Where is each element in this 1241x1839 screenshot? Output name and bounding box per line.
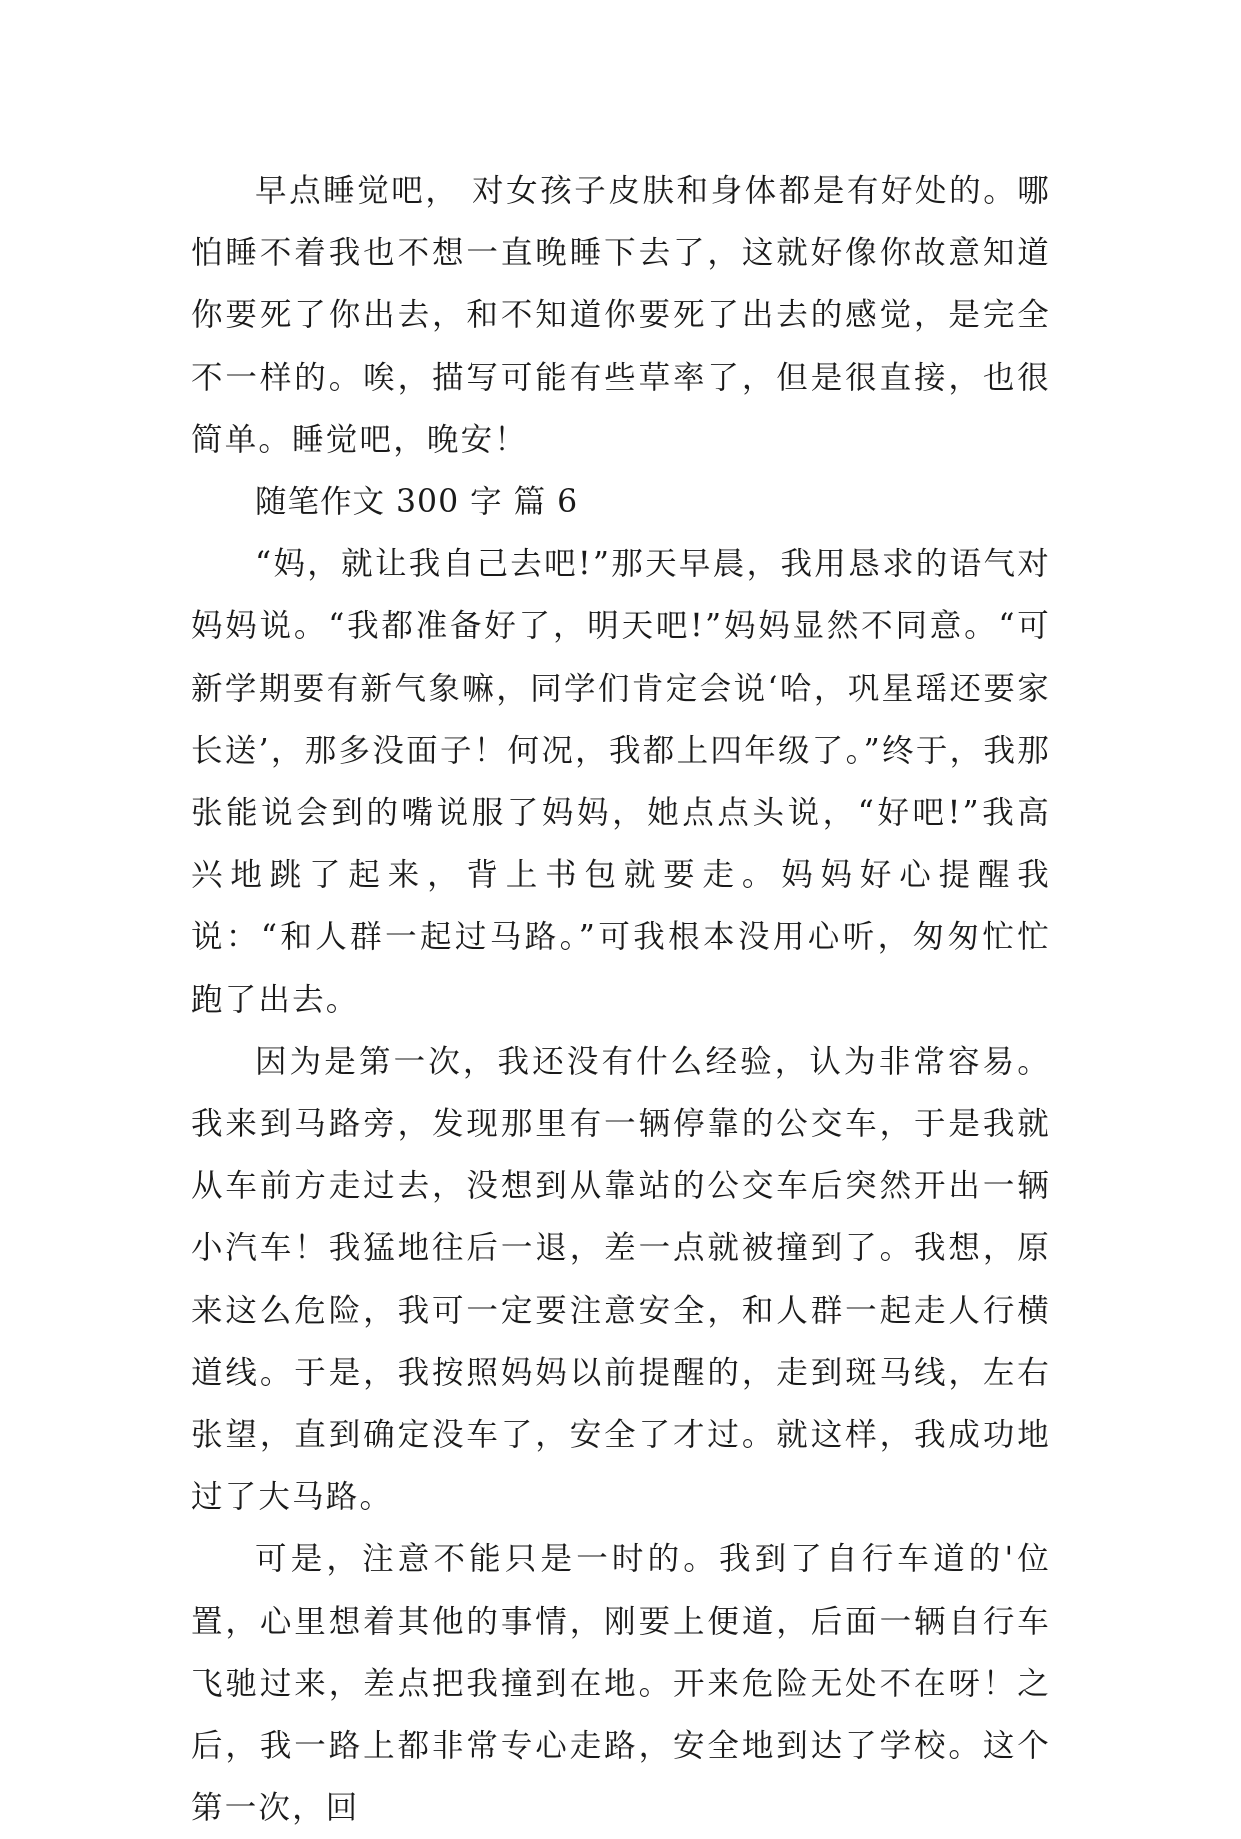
paragraph: 因为是第一次，我还没有什么经验，认为非常容易。我来到马路旁，发现那里有一辆停靠的公交车，于是我就从车前方走过去，没想到从靠站的公交车后突然开出一辆小汽车！我猛地往后一退，差一点就被撞到了。我想，原来这么危险，我可一定要注意安全，和人群一起走人行横道线。于是，我按照妈妈以前提醒的，走到斑马线，左右张望，直到确定没车了，安全了才过。就这样，我成功地过了大马路。 bbox=[191, 1043, 1051, 1516]
document-body bbox=[191, 160, 1051, 1839]
paragraph: 可是，注意不能只是一时的。我到了自行车道的'位置，心里想着其他的事情，刚要上便道，后面一辆自行车飞驰过来，差点把我撞到在地。开来危险无处不在呀！之后，我一路上都非常专心走路，安全地到达了学校。这个第一次，回 bbox=[191, 1541, 1051, 1827]
paragraph: 早点睡觉吧， 对女孩子皮肤和身体都是有好处的。哪怕睡不着我也不想一直晚睡下去了，这就好像你故意知道你要死了你出去，和不知道你要死了出去的感觉，是完全不一样的。唉，描写可能有些草率了，但是很直接，也很简单。睡觉吧，晚安！ bbox=[191, 173, 1051, 458]
paragraph: “妈，就让我自己去吧!”那天早晨，我用恳求的语气对妈妈说。“我都准备好了，明天吧!”妈妈显然不同意。“可新学期要有新气象嘛，同学们肯定会说‘哈，巩星瑶还要家长送’，那多没面子！何况，我都上四年级了。”终于，我那张能说会到的嘴说服了妈妈，她点点头说，“好吧!”我高兴地跳了起来，背上书包就要走。妈妈好心提醒我说：“和人群一起过马路。”可我根本没用心听，匆匆忙忙跑了出去。 bbox=[191, 546, 1051, 1018]
section-heading: 随笔作文 300 字 篇 6 bbox=[255, 484, 579, 521]
